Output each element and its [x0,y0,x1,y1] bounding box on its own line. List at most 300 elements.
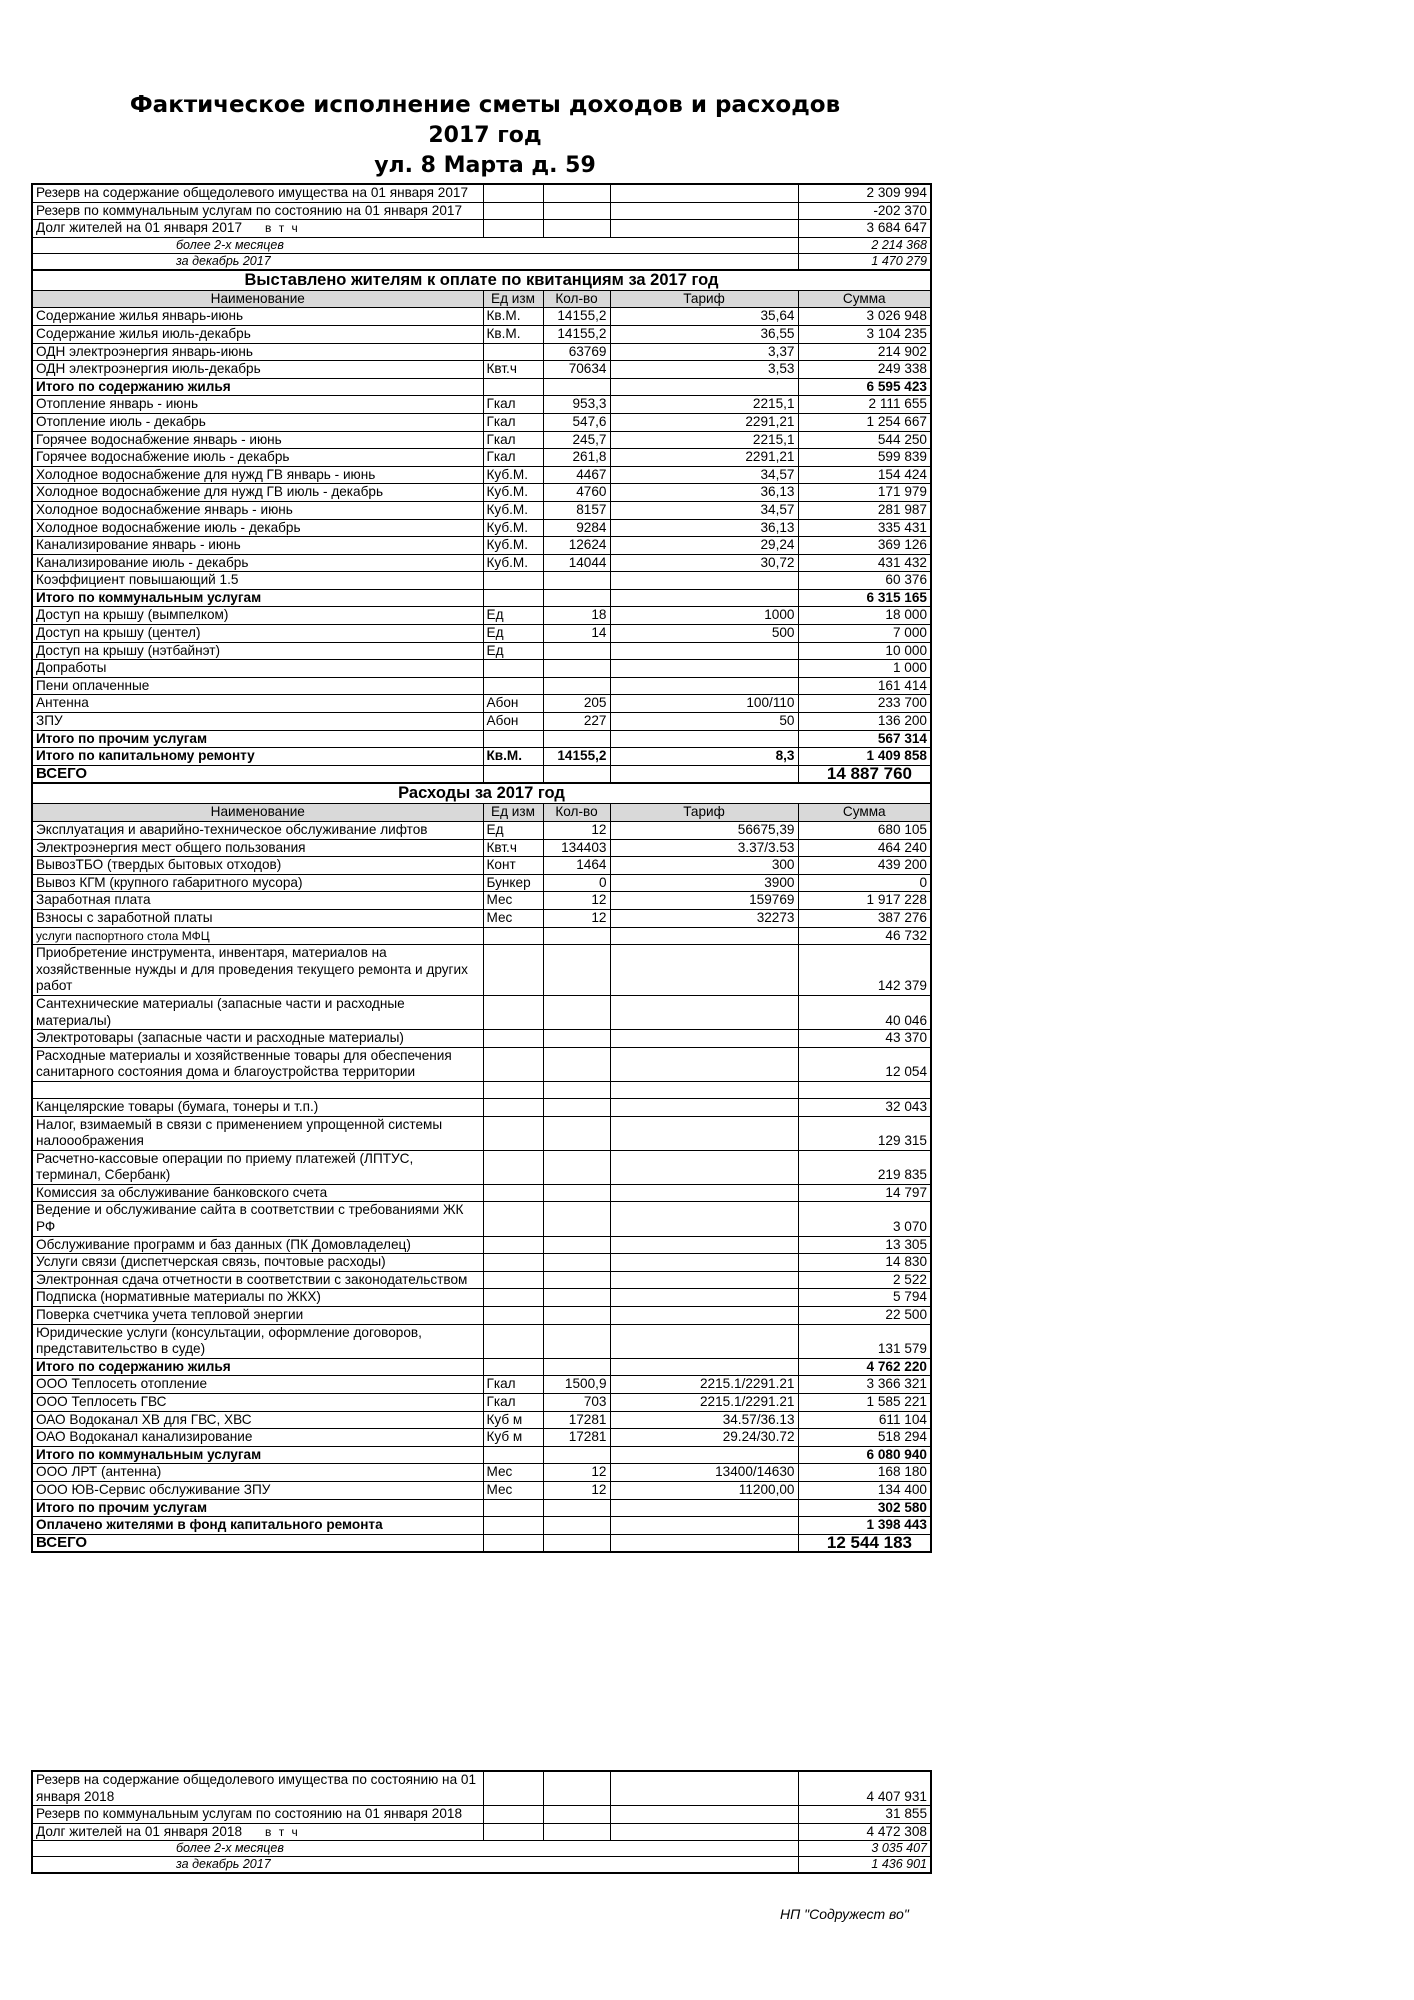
income-item-row [32,484,931,502]
income-item-sum-cell: 233 700 [798,695,931,713]
income-item-unit-cell: Куб.М. [483,537,543,555]
expense-item-sum-cell: 1 398 443 [798,1517,931,1535]
income-item-tariff-cell: 2291,21 [610,413,798,431]
income-item-sum-cell: 171 979 [798,484,931,502]
income-item-sum-cell: 136 200 [798,713,931,731]
closing-reserve-common-row [32,1771,931,1806]
expense-item-tariff-cell [610,1098,798,1116]
expense-item-tariff-cell: 2215.1/2291.21 [610,1394,798,1412]
expense-item-sum-cell: 168 180 [798,1464,931,1482]
closing-reserve-utilities-row [32,1806,931,1824]
expense-item-sum-cell: 14 797 [798,1184,931,1202]
expense-item-tariff-cell [610,1289,798,1307]
closing-debt-dec-value: 1 436 901 [798,1857,931,1874]
income-item-sum-cell: 60 376 [798,572,931,590]
expense-rows [32,822,931,1535]
expense-item-qty-cell: 12 [543,822,610,840]
expense-item-unit-cell: Мес [483,1464,543,1482]
expense-item-name-cell: Заработная плата [32,892,483,910]
income-item-sum-cell: 431 432 [798,554,931,572]
income-item-unit-cell [483,572,543,590]
expense-item-unit-cell [483,1116,543,1150]
expense-item-row [32,945,931,996]
income-item-unit-cell: Абон [483,713,543,731]
expense-item-unit-cell [483,1236,543,1254]
expense-item-row [32,1150,931,1184]
expense-item-qty-cell: 12 [543,1464,610,1482]
income-item-row [32,730,931,748]
closing-debt-row [32,1823,931,1841]
opening-debt-over2-label: более 2-х месяцев [32,237,798,253]
expense-item-unit-cell: Куб м [483,1411,543,1429]
expense-item-sum-cell: 3 070 [798,1202,931,1236]
income-item-row [32,413,931,431]
expense-item-sum-cell: 3 366 321 [798,1376,931,1394]
expense-item-unit-cell: Ед [483,822,543,840]
income-item-unit-cell: Ед [483,642,543,660]
income-item-qty-cell: 14155,2 [543,308,610,326]
income-item-row [32,431,931,449]
expense-item-qty-cell [543,1081,610,1098]
income-item-tariff-cell: 50 [610,713,798,731]
expense-item-tariff-cell: 13400/14630 [610,1464,798,1482]
expense-item-sum-cell: 611 104 [798,1411,931,1429]
income-item-tariff-cell: 1000 [610,607,798,625]
expense-item-qty-cell [543,1116,610,1150]
expense-item-row [32,1446,931,1464]
expense-item-name-cell: Услуги связи (диспетчерская связь, почтовые расходы) [32,1254,483,1272]
expense-item-name-cell: Вывоз КГМ (крупного габаритного мусора) [32,874,483,892]
expense-item-name-cell: Электротовары (запасные части и расходные материалы) [32,1030,483,1048]
expense-item-sum-cell: 12 054 [798,1047,931,1081]
expense-item-qty-cell: 1464 [543,857,610,875]
income-item-sum-cell: 214 902 [798,343,931,361]
income-item-unit-cell [483,660,543,678]
expense-item-unit-cell: Мес [483,1481,543,1499]
income-item-tariff-cell: 3,53 [610,361,798,379]
expense-item-row [32,1481,931,1499]
expense-item-sum-cell: 680 105 [798,822,931,840]
expense-item-tariff-cell: 34.57/36.13 [610,1411,798,1429]
expense-item-row [32,1047,931,1081]
expense-item-name-cell: ООО ЛРТ (антенна) [32,1464,483,1482]
opening-reserve-utilities-row [32,202,931,220]
income-item-sum-cell: 599 839 [798,449,931,467]
expense-item-sum-cell: 387 276 [798,909,931,927]
closing-debt-label: Долг жителей на 01 января 2018 [36,1823,243,1839]
expense-item-qty-cell [543,1324,610,1358]
report-table [31,183,932,1553]
opening-debt-over2-row [32,237,931,253]
income-item-tariff-cell: 35,64 [610,308,798,326]
income-item-unit-cell: Ед [483,625,543,643]
income-item-qty-cell: 18 [543,607,610,625]
income-item-tariff-cell: 34,57 [610,501,798,519]
expense-item-row [32,1411,931,1429]
expense-item-qty-cell [543,1517,610,1535]
expense-item-row [32,995,931,1029]
expense-item-qty-cell [543,1499,610,1517]
opening-debt-value: 3 684 647 [798,220,931,238]
expense-item-row [32,909,931,927]
expense-item-unit-cell: Бункер [483,874,543,892]
income-item-tariff-cell: 36,13 [610,519,798,537]
expense-item-row [32,1307,931,1325]
expense-item-unit-cell [483,995,543,1029]
report-year: 2017 год [428,123,542,148]
expense-item-sum-cell: 43 370 [798,1030,931,1048]
closing-reserve-common-label: Резерв на содержание общедолевого имущества по состоянию на 01 января 2018 [32,1771,483,1806]
expenses-col-sum: Сумма [798,804,931,822]
income-item-sum-cell: 369 126 [798,537,931,555]
expense-item-qty-cell: 703 [543,1394,610,1412]
expense-item-row [32,1464,931,1482]
income-item-row [32,572,931,590]
expense-item-sum-cell: 22 500 [798,1307,931,1325]
expense-item-unit-cell [483,1047,543,1081]
income-item-sum-cell: 567 314 [798,730,931,748]
expense-item-row [32,1394,931,1412]
income-item-qty-cell [543,660,610,678]
expense-item-tariff-cell [610,1358,798,1376]
income-item-unit-cell: Квт.ч [483,361,543,379]
expense-item-qty-cell [543,1446,610,1464]
income-item-row [32,554,931,572]
income-item-unit-cell [483,589,543,607]
expense-item-tariff-cell [610,1030,798,1048]
expenses-total-row [32,1534,931,1552]
expense-item-tariff-cell: 2215.1/2291.21 [610,1376,798,1394]
income-item-sum-cell: 281 987 [798,501,931,519]
expense-item-tariff-cell: 11200,00 [610,1481,798,1499]
organization-signature: НП "Содружест во" [780,1906,909,1922]
expense-item-row [32,1324,931,1358]
expense-item-unit-cell [483,1098,543,1116]
opening-debt-dec-value: 1 470 279 [798,253,931,270]
expense-item-row [32,1236,931,1254]
opening-reserve-common-row [32,184,931,202]
income-item-tariff-cell [610,378,798,396]
income-item-qty-cell: 14155,2 [543,748,610,766]
expense-item-sum-cell: 518 294 [798,1429,931,1447]
expense-item-unit-cell [483,1289,543,1307]
income-item-sum-cell: 3 026 948 [798,308,931,326]
income-item-qty-cell: 227 [543,713,610,731]
expense-item-sum-cell: 4 762 220 [798,1358,931,1376]
expense-item-unit-cell [483,1446,543,1464]
expense-item-sum-cell: 40 046 [798,995,931,1029]
income-item-sum-cell: 3 104 235 [798,325,931,343]
income-item-name-cell: Канализирование июль - декабрь [32,554,483,572]
expense-item-row [32,1429,931,1447]
expense-item-name-cell: Комиссия за обслуживание банковского счета [32,1184,483,1202]
income-item-unit-cell: Гкал [483,413,543,431]
expense-item-name-cell: ООО ЮВ-Сервис обслуживание ЗПУ [32,1481,483,1499]
opening-reserve-common-value: 2 309 994 [798,184,931,202]
income-item-name-cell: Доступ на крышу (центел) [32,625,483,643]
expense-item-unit-cell: Куб м [483,1429,543,1447]
expenses-total-value: 12 544 183 [798,1534,931,1552]
expense-item-unit-cell [483,945,543,996]
income-total-row [32,765,931,783]
income-item-name-cell: Канализирование январь - июнь [32,537,483,555]
income-total-label: ВСЕГО [32,765,483,783]
income-item-unit-cell: Кв.М. [483,325,543,343]
expense-item-tariff-cell [610,945,798,996]
expense-item-unit-cell [483,927,543,945]
expense-item-name-cell: Поверка счетчика учета тепловой энергии [32,1307,483,1325]
expense-item-name-cell: Канцелярские товары (бумага, тонеры и т.п.) [32,1098,483,1116]
income-item-row [32,677,931,695]
expense-item-qty-cell: 134403 [543,839,610,857]
expense-item-qty-cell [543,1184,610,1202]
expense-item-name-cell: ОАО Водоканал ХВ для ГВС, ХВС [32,1411,483,1429]
expense-item-qty-cell [543,1047,610,1081]
closing-debt-note: в т ч [265,1824,300,1839]
closing-table [31,1770,932,1874]
expense-item-row [32,1376,931,1394]
income-item-tariff-cell: 3,37 [610,343,798,361]
expense-item-row [32,1271,931,1289]
income-item-tariff-cell: 30,72 [610,554,798,572]
expense-item-tariff-cell [610,1271,798,1289]
expense-item-row [32,874,931,892]
expense-item-sum-cell: 1 917 228 [798,892,931,910]
expense-item-tariff-cell: 56675,39 [610,822,798,840]
expense-item-tariff-cell: 159769 [610,892,798,910]
income-item-unit-cell [483,378,543,396]
income-item-qty-cell: 245,7 [543,431,610,449]
expense-item-row [32,1254,931,1272]
income-item-row [32,308,931,326]
expense-item-unit-cell [483,1271,543,1289]
report-sheet [31,183,930,1553]
income-item-name-cell: Доступ на крышу (вымпелком) [32,607,483,625]
expense-item-unit-cell: Конт [483,857,543,875]
income-item-tariff-cell: 34,57 [610,466,798,484]
expense-item-tariff-cell [610,1446,798,1464]
income-item-row [32,660,931,678]
income-col-unit: Ед изм [483,290,543,308]
income-item-row [32,501,931,519]
expense-item-name-cell: Налог, взимаемый в связи с применением упрощенной системы налооображения [32,1116,483,1150]
expense-item-name-cell: Расходные материалы и хозяйственные товары для обеспечения санитарного состояния дома и благоустройства территории [32,1047,483,1081]
income-item-name-cell: Отопление июль - декабрь [32,413,483,431]
income-item-name-cell: ОДН электроэнергия июль-декабрь [32,361,483,379]
income-item-row [32,378,931,396]
expense-item-tariff-cell [610,1307,798,1325]
expense-item-qty-cell [543,1236,610,1254]
income-item-qty-cell [543,677,610,695]
income-item-qty-cell: 70634 [543,361,610,379]
expense-item-row [32,822,931,840]
expense-item-tariff-cell [610,995,798,1029]
expense-item-row [32,1081,931,1098]
closing-reserve-utilities-label: Резерв по коммунальным услугам по состоянию на 01 января 2018 [32,1806,483,1824]
opening-reserve-common-label: Резерв на содержание общедолевого имущества на 01 января 2017 [32,184,483,202]
closing-reserve-utilities-value: 31 855 [798,1806,931,1824]
income-item-qty-cell: 63769 [543,343,610,361]
income-item-qty-cell: 14 [543,625,610,643]
expense-item-sum-cell: 46 732 [798,927,931,945]
income-item-tariff-cell [610,572,798,590]
income-item-qty-cell: 4760 [543,484,610,502]
expense-item-qty-cell: 12 [543,1481,610,1499]
expense-item-name-cell: Сантехнические материалы (запасные части и расходные материалы) [32,995,483,1029]
income-item-sum-cell: 6 315 165 [798,589,931,607]
expense-item-unit-cell [483,1324,543,1358]
expense-item-name-cell: Итого по содержанию жилья [32,1358,483,1376]
expense-item-name-cell: Оплачено жителями в фонд капитального ремонта [32,1517,483,1535]
expense-item-sum-cell: 219 835 [798,1150,931,1184]
expenses-header-row [32,804,931,822]
income-item-name-cell: Содержание жилья январь-июнь [32,308,483,326]
expense-item-qty-cell [543,1098,610,1116]
expense-item-unit-cell [483,1499,543,1517]
expense-item-qty-cell: 17281 [543,1411,610,1429]
expense-item-name-cell: Подписка (нормативные материалы по ЖКХ) [32,1289,483,1307]
income-item-row [32,607,931,625]
income-item-qty-cell: 8157 [543,501,610,519]
expense-item-qty-cell [543,1271,610,1289]
closing-debt-over2-value: 3 035 407 [798,1841,931,1857]
expense-item-unit-cell [483,1307,543,1325]
expense-item-row [32,1184,931,1202]
expense-item-row [32,892,931,910]
closing-debt-over2-row [32,1841,931,1857]
expense-item-sum-cell: 5 794 [798,1289,931,1307]
expense-item-tariff-cell [610,1517,798,1535]
expense-item-name-cell: Ведение и обслуживание сайта в соответствии с требованиями ЖК РФ [32,1202,483,1236]
income-item-row [32,466,931,484]
income-item-name-cell: Доступ на крышу (нэтбайнэт) [32,642,483,660]
income-item-qty-cell: 4467 [543,466,610,484]
expense-item-unit-cell: Гкал [483,1376,543,1394]
income-item-sum-cell: 1 409 858 [798,748,931,766]
expense-item-name-cell: ВывозТБО (твердых бытовых отходов) [32,857,483,875]
income-section-title-row [32,270,931,291]
expense-item-unit-cell: Гкал [483,1394,543,1412]
expense-item-sum-cell: 439 200 [798,857,931,875]
income-item-sum-cell: 18 000 [798,607,931,625]
income-item-qty-cell [543,378,610,396]
expense-item-row [32,1517,931,1535]
income-item-name-cell: ОДН электроэнергия январь-июнь [32,343,483,361]
expenses-section-title: Расходы за 2017 год [32,783,931,804]
expense-item-row [32,1116,931,1150]
expense-item-unit-cell: Квт.ч [483,839,543,857]
expense-item-name-cell: Итого по коммунальным услугам [32,1446,483,1464]
income-item-name-cell: Итого по коммунальным услугам [32,589,483,607]
expense-item-unit-cell [483,1358,543,1376]
income-item-name-cell: Холодное водоснабжение январь - июнь [32,501,483,519]
expense-item-qty-cell [543,1307,610,1325]
income-item-row [32,713,931,731]
income-item-row [32,537,931,555]
expenses-col-name: Наименование [32,804,483,822]
opening-debt-over2-value: 2 214 368 [798,237,931,253]
income-rows [32,308,931,765]
expense-item-name-cell: Электронная сдача отчетности в соответствии с законодательством [32,1271,483,1289]
income-item-sum-cell: 7 000 [798,625,931,643]
expense-item-qty-cell [543,1289,610,1307]
income-item-qty-cell: 261,8 [543,449,610,467]
expense-item-sum-cell: 6 080 940 [798,1446,931,1464]
income-item-tariff-cell: 100/110 [610,695,798,713]
expense-item-qty-cell [543,1254,610,1272]
income-item-row [32,695,931,713]
income-col-qty: Кол-во [543,290,610,308]
expense-item-tariff-cell [610,1236,798,1254]
expense-item-name-cell: ООО Теплосеть ГВС [32,1394,483,1412]
expense-item-tariff-cell: 3900 [610,874,798,892]
income-item-qty-cell: 12624 [543,537,610,555]
income-item-name-cell: Холодное водоснабжение для нужд ГВ январь - июнь [32,466,483,484]
income-item-sum-cell: 6 595 423 [798,378,931,396]
income-item-row [32,361,931,379]
closing-debt-value: 4 472 308 [798,1823,931,1841]
income-item-row [32,748,931,766]
income-item-row [32,625,931,643]
income-item-row [32,642,931,660]
income-item-name-cell: ЗПУ [32,713,483,731]
income-item-sum-cell: 10 000 [798,642,931,660]
income-item-sum-cell: 249 338 [798,361,931,379]
income-item-unit-cell: Абон [483,695,543,713]
report-header [0,90,970,181]
expense-item-sum-cell: 0 [798,874,931,892]
expense-item-sum-cell: 302 580 [798,1499,931,1517]
income-section-title: Выставлено жителям к оплате по квитанциям за 2017 год [32,270,931,291]
expense-item-tariff-cell: 29.24/30.72 [610,1429,798,1447]
income-col-tariff: Тариф [610,290,798,308]
income-item-tariff-cell: 36,13 [610,484,798,502]
expense-item-qty-cell [543,1030,610,1048]
income-item-name-cell: Итого по прочим услугам [32,730,483,748]
expense-item-sum-cell: 131 579 [798,1324,931,1358]
expenses-total-label: ВСЕГО [32,1534,483,1552]
expense-item-sum-cell: 464 240 [798,839,931,857]
income-item-qty-cell: 14044 [543,554,610,572]
closing-reserve-common-value: 4 407 931 [798,1771,931,1806]
income-item-row [32,343,931,361]
expense-item-row [32,1098,931,1116]
expense-item-tariff-cell [610,1324,798,1358]
income-item-row [32,519,931,537]
expense-item-name-cell: Расчетно-кассовые операции по приему платежей (ЛПТУС, терминал, Сбербанк) [32,1150,483,1184]
expense-item-unit-cell [483,1081,543,1098]
expense-item-row [32,857,931,875]
closing-debt-over2-label: более 2-х месяцев [32,1841,798,1857]
income-item-tariff-cell: 2215,1 [610,396,798,414]
expense-item-tariff-cell [610,1047,798,1081]
income-item-sum-cell: 335 431 [798,519,931,537]
income-item-unit-cell: Гкал [483,396,543,414]
expenses-section-title-row [32,783,931,804]
income-item-qty-cell [543,589,610,607]
income-item-qty-cell [543,730,610,748]
opening-debt-dec-label: за декабрь 2017 [32,253,798,270]
income-item-sum-cell: 1 254 667 [798,413,931,431]
income-item-sum-cell: 154 424 [798,466,931,484]
income-col-sum: Сумма [798,290,931,308]
income-total-value: 14 887 760 [798,765,931,783]
expense-item-tariff-cell [610,1081,798,1098]
income-item-tariff-cell [610,589,798,607]
income-item-unit-cell: Кв.М. [483,748,543,766]
expense-item-qty-cell [543,945,610,996]
expense-item-sum-cell: 32 043 [798,1098,931,1116]
